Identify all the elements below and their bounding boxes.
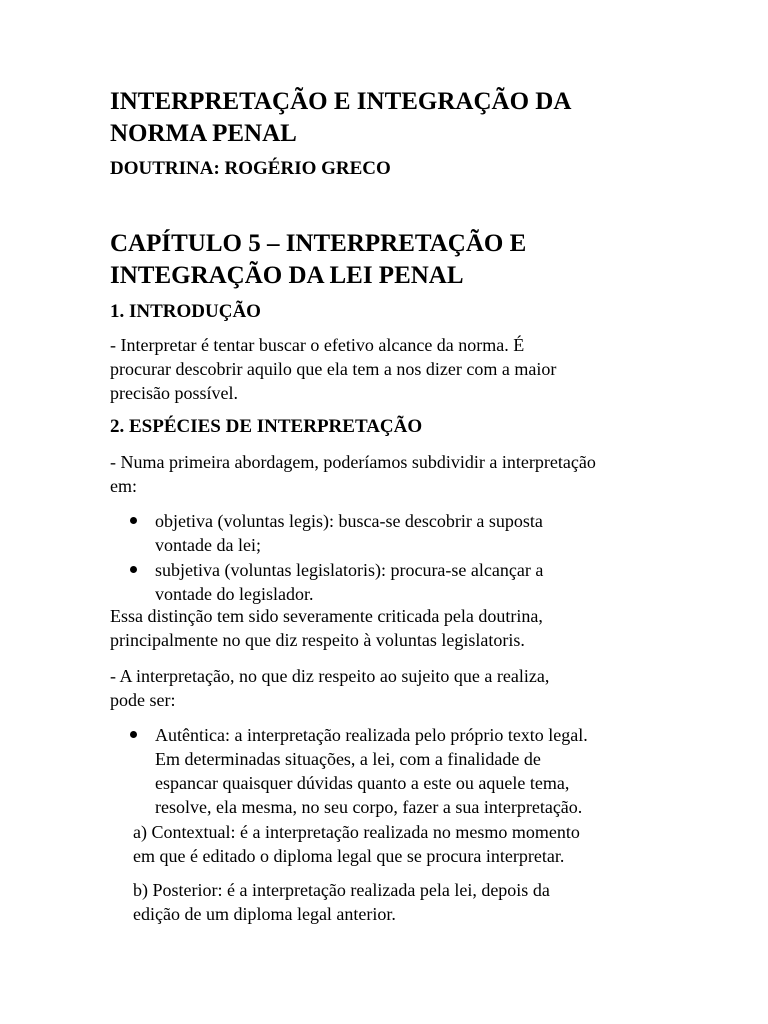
- bullet-icon: [128, 731, 138, 741]
- bullet-item-objective: objetiva (voluntas legis): busca-se descobrir a suposta vontade da lei;: [155, 511, 543, 555]
- subject-paragraph: - A interpretação, no que diz respeito ao sujeito que a realiza, pode ser:: [110, 666, 550, 710]
- item-a-contextual: a) Contextual: é a interpretação realizada no mesmo momento em que é editado o diploma legal que se procura interpretar.: [133, 822, 580, 866]
- chapter-line-2: INTEGRAÇÃO DA LEI PENAL: [110, 262, 464, 289]
- title-line-2: NORMA PENAL: [110, 120, 297, 147]
- criticism-paragraph: Essa distinção tem sido severamente criticada pela doutrina, principalmente no que diz respeito à voluntas legislatoris.: [110, 606, 543, 650]
- chapter-line-1: CAPÍTULO 5 – INTERPRETAÇÃO E: [110, 230, 527, 257]
- section-1-heading: 1. INTRODUÇÃO: [110, 301, 261, 322]
- document-title: [110, 86, 670, 150]
- doctrine-author: DOUTRINA: ROGÉRIO GRECO: [110, 158, 391, 179]
- bullet-icon: [128, 517, 138, 527]
- chapter-title: [110, 228, 670, 292]
- section-2-intro: - Numa primeira abordagem, poderíamos subdividir a interpretação em:: [110, 452, 596, 496]
- section-1-paragraph: - Interpretar é tentar buscar o efetivo alcance da norma. É procurar descobrir aquilo que ela tem a nos dizer com a maior precisão possível.: [110, 335, 557, 403]
- item-b-posterior: b) Posterior: é a interpretação realizada pela lei, depois da edição de um diploma legal anterior.: [133, 880, 550, 924]
- section-2-heading: 2. ESPÉCIES DE INTERPRETAÇÃO: [110, 416, 423, 437]
- bullet-icon: [128, 566, 138, 576]
- bullet-item-subjective: subjetiva (voluntas legislatoris): procura-se alcançar a vontade do legislador.: [155, 560, 544, 604]
- bullet-item-authentic: Autêntica: a interpretação realizada pelo próprio texto legal. Em determinadas situações, a lei, com a finalidade de espancar quaisquer dúvidas quanto a este ou aquele tema, resolve, ela mesma, no seu corpo, fazer a sua interpretação.: [155, 725, 588, 817]
- title-line-1: INTERPRETAÇÃO E INTEGRAÇÃO DA: [110, 88, 572, 115]
